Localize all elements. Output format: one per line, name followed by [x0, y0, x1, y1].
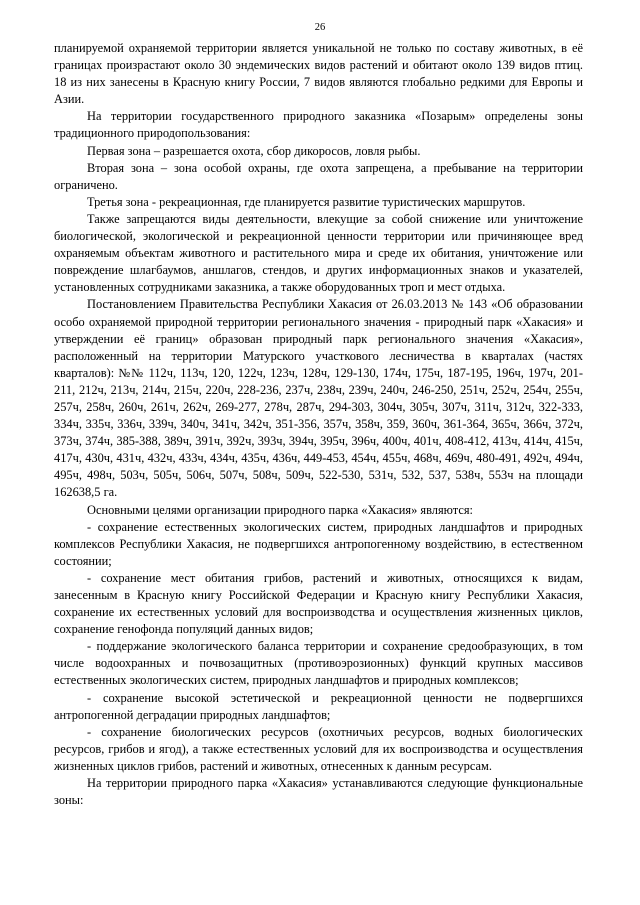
paragraph-zone-second: Вторая зона – зона особой охраны, где охота запрещена, а пребывание на территории ограничено. [54, 160, 583, 192]
paragraph-zone-third: Третья зона - рекреационная, где планируется развитие туристических маршрутов. [87, 194, 526, 209]
paragraph-zone-first: Первая зона – разрешается охота, сбор дикоросов, ловля рыбы. [87, 143, 421, 158]
paragraph-resolution: Постановлением Правительства Республики Хакасия от 26.03.2013 № 143 «Об образовании особо охраняемой природной территории регионального значения - природный парк «Хакасия» и утверждении её границ» образован природный парк регионального значения «Хакасия», расположенный на территории Матурского участкового лесничества в кварталах (частях кварталов): №№ 112ч, 113ч, 120, 122ч, 123ч, 128ч, 129-130, 174ч, 175ч, 187-195, 196ч, 197ч, 201-211, 212ч, 213ч, 214ч, 215ч, 220ч, 228-236, 237ч, 238ч, 239ч, 240ч, 246-250, 251ч, 252ч, 254ч, 255ч, 257ч, 258ч, 260ч, 261ч, 262ч, 269-277, 278ч, 287ч, 294-303, 304ч, 305ч, 307ч, 311ч, 312ч, 322-333, 334ч, 335ч, 336ч, 339ч, 340ч, 341ч, 342ч, 351-356, 357ч, 358ч, 359, 360ч, 361-364, 365ч, 366ч, 372ч, 373ч, 374ч, 385-388, 389ч, 391ч, 392ч, 393ч, 394ч, 395ч, 396ч, 400ч, 401ч, 408-412, 413ч, 414ч, 415ч, 417ч, 430ч, 431ч, 432ч, 433ч, 434ч, 435ч, 436ч, 449-453, 454ч, 455ч, 468ч, 469ч, 480-491, 492ч, 494ч, 495ч, 498ч, 503ч, 505ч, 506ч, 507ч, 508ч, 509ч, 522-530, 531ч, 532, 537, 538ч, 553ч на площади 162638,5 га. [54, 297, 583, 500]
document-body [54, 40, 583, 809]
list-item-goal: - поддержание экологического баланса территории и сохранение средообразующих, в том числе водоохранных и почвозащитных (противоэрозионных) функций крупных массивов естественных экологических систем, природных ландшафтов и природных комплексов; [54, 639, 583, 688]
page-number: 26 [314, 22, 326, 33]
list-item-goal: - сохранение высокой эстетической и рекреационной ценности не подвергшихся антропогенной деградации природных ландшафтов; [54, 690, 583, 722]
list-item-goal: - сохранение биологических ресурсов (охотничьих ресурсов, водных биологических ресурсов, грибов и ягод), а также естественных условий для их воспроизводства и осуществления жизненных циклов грибов, растений и животных, отнесенных к данным ресурсам. [54, 724, 583, 773]
paragraph-zones-intro: На территории государственного природного заказника «Позарым» определены зоны традиционного природопользования: [54, 109, 583, 141]
paragraph-continuation: планируемой охраняемой территории является уникальной не только по составу животных, в её границах произрастают около 30 эндемических видов растений и обитают около 139 видов птиц. 18 из них занесены в Красную книгу России, 7 видов являются глобально редкими для Европы и Азии. [54, 41, 583, 107]
paragraph-prohibitions: Также запрещаются виды деятельности, влекущие за собой снижение или уничтожение биологической, экологической и рекреационной ценности территории или причиняющее вред охраняемым объектам животного и растительного мира и среде их обитания, уничтожение или повреждение шлагбаумов, аншлагов, стендов, и других информационных знаков и указателей, установленных сотрудниками заказника, а также оборудованных троп и мест отдыха. [54, 211, 583, 295]
paragraph-functional-zones: На территории природного парка «Хакасия» устанавливаются следующие функциональные зоны: [54, 776, 583, 808]
list-item-goal: - сохранение естественных экологических систем, природных ландшафтов и природных комплексов Республики Хакасия, не подвергшихся антропогенному воздействию, в естественном состоянии; [54, 519, 583, 568]
list-item-goal: - сохранение мест обитания грибов, растений и животных, относящихся к видам, занесенным в Красную книгу Российской Федерации и Красную книгу Республики Хакасия, сохранение их естественных условий для воспроизводства и осуществления жизненных циклов, сохранение генофонда популяций данных видов; [54, 570, 583, 637]
paragraph-goals-intro: Основными целями организации природного парка «Хакасия» являются: [87, 502, 473, 517]
